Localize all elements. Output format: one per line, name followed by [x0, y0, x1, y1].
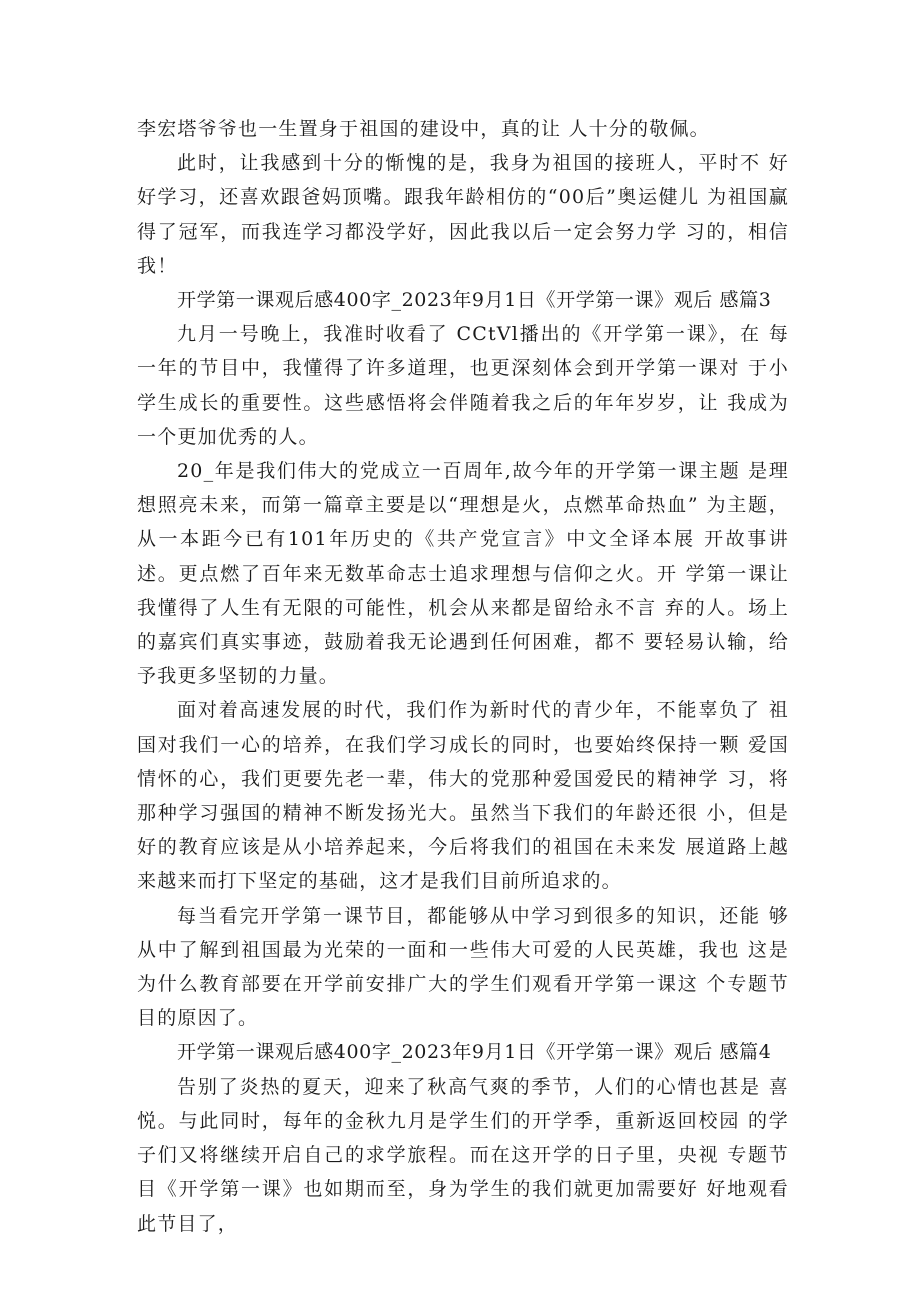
paragraph-continuation: 李宏塔爷爷也一生置身于祖国的建设中，真的让 人十分的敬佩。	[137, 118, 710, 140]
paragraph-autumn: 告别了炎热的夏天，迎来了秋高气爽的季节，人们的心情也甚是 喜悦。与此同时，每年的金秋九月是学生们的开学季，重新返回校园 的学子们又将继续开启自己的求学旅程。而在这开学的日子里，央视 专题节目《开学第一课》也如期而至，身为学生的我们就更加需要好 好地观看此节目了，	[137, 1075, 789, 1235]
paragraph-reflection: 此时，让我感到十分的惭愧的是，我身为祖国的接班人，平时不 好好学习，还喜欢跟爸妈顶嘴。跟我年龄相仿的“00后”奥运健儿 为祖国赢得了冠军，而我连学习都没学好，因此我以后一定会努力学 习的，相信我！	[137, 152, 789, 277]
paragraph-after-watching: 每当看完开学第一课节目，都能够从中学习到很多的知识，还能 够从中了解到祖国最为光荣的一面和一些伟大可爱的人民英雄，我也 这是为什么教育部要在开学前安排广大的学生们观看开学第一课这 个专题节目的原因了。	[137, 904, 789, 1030]
paragraph-new-era: 面对着高速发展的时代，我们作为新时代的青少年，不能辜负了 祖国对我们一心的培养，在我们学习成长的同时，也要始终保持一颗 爱国情怀的心，我们更要先老一辈，伟大的党那种爱国爱民的精神学 习，将那种学习强国的精神不断发扬光大。虽然当下我们的年龄还很 小，但是好的教育应该是从小培养起来，今后将我们的祖国在未来发 展道路上越来越来而打下坚定的基础，这才是我们目前所追求的。	[137, 699, 789, 893]
document-body	[137, 112, 789, 1241]
section-heading-4: 开学第一课观后感400字_2023年9月1日《开学第一课》观后 感篇4	[177, 1041, 772, 1064]
section-heading-3: 开学第一课观后感400字_2023年9月1日《开学第一课》观后 感篇3	[177, 289, 772, 312]
paragraph-centenary: 20_年是我们伟大的党成立一百周年,故今年的开学第一课主题 是理想照亮未来，而第一篇章主要是以“理想是火，点燃革命热血” 为主题，从一本距今已有101年历史的《共产党宣言》中文全译本展 开故事讲述。更点燃了百年来无数革命志士追求理想与信仰之火。开 学第一课让我懂得了人生有无限的可能性，机会从来都是留给永不言 弃的人。场上的嘉宾们真实事迹，鼓励着我无论遇到任何困难，都不 要轻易认输，给予我更多坚韧的力量。	[137, 460, 789, 688]
paragraph-sept-first: 九月一号晚上，我准时收看了 CCtVl播出的《开学第一课》，在 每一年的节目中，我懂得了许多道理，也更深刻体会到开学第一课对 于小学生成长的重要性。这些感悟将会伴随着我之后的年年岁岁，让 我成为一个更加优秀的人。	[137, 323, 789, 448]
